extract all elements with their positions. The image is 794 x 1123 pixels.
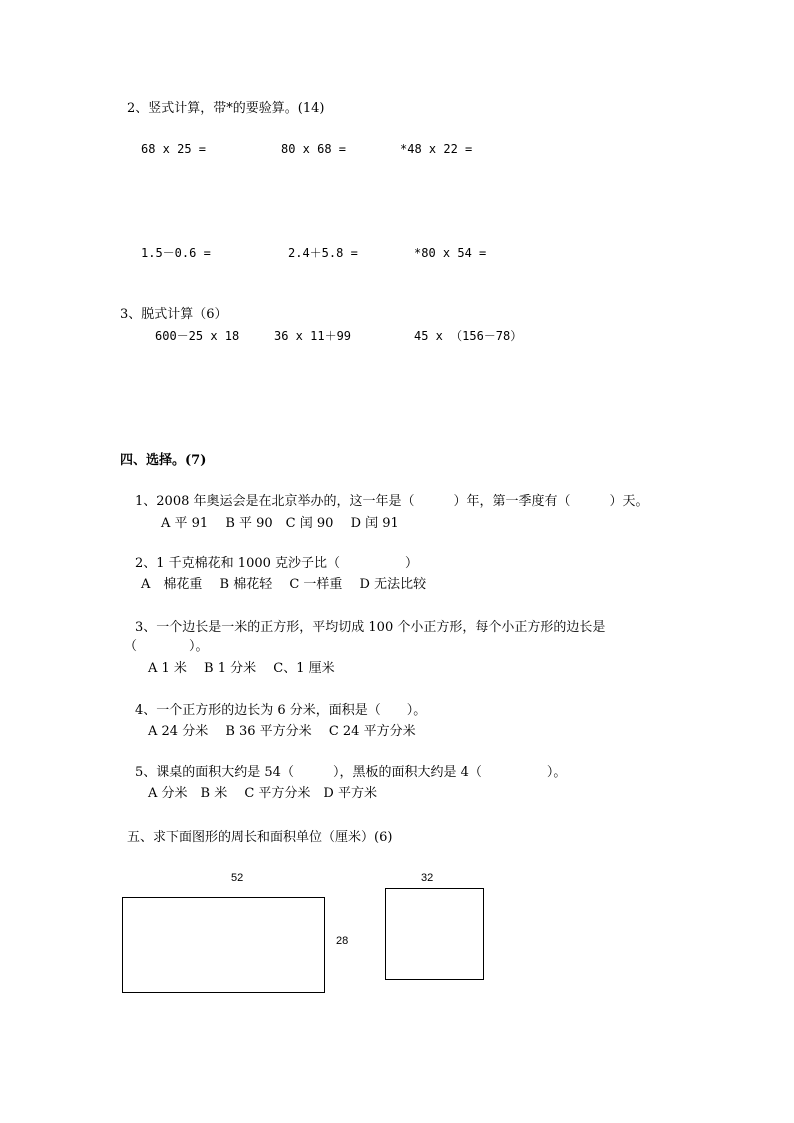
section3-heading: 3、脱式计算（6） bbox=[120, 307, 228, 322]
question-5-options: A 分米 B 米 C 平方分米 D 平方米 bbox=[148, 786, 377, 801]
square-figure bbox=[385, 888, 484, 980]
vertical-calc-3: *48 x 22 = bbox=[400, 142, 473, 156]
question-1-stem: 1、2008 年奥运会是在北京举办的，这一年是（ ）年，第一季度有（ ）天。 bbox=[135, 494, 649, 509]
section2-heading: 2、竖式计算，带*的要验算。(14) bbox=[127, 101, 325, 116]
question-3-options: A 1 米 B 1 分米 C、1 厘米 bbox=[148, 661, 335, 676]
question-4-stem: 4、一个正方形的边长为 6 分米，面积是（ ）。 bbox=[135, 703, 427, 718]
vertical-calc-2: 80 x 68 = bbox=[281, 142, 347, 156]
question-4-options: A 24 分米 B 36 平方分米 C 24 平方分米 bbox=[148, 724, 416, 739]
stepwise-calc-2: 36 x 11＋99 bbox=[274, 329, 352, 343]
section5-heading: 五、求下面图形的周长和面积单位（厘米）(6) bbox=[127, 830, 393, 845]
vertical-calc-5: 2.4＋5.8 = bbox=[288, 246, 358, 260]
question-2-options: A 棉花重 B 棉花轻 C 一样重 D 无法比较 bbox=[141, 577, 427, 592]
stepwise-calc-1: 600－25 x 18 bbox=[155, 329, 240, 343]
vertical-calc-6: *80 x 54 = bbox=[414, 246, 487, 260]
question-1-options: A 平 91 B 平 90 C 闰 90 D 闰 91 bbox=[161, 516, 399, 531]
question-3-stem: 3、一个边长是一米的正方形，平均切成 100 个小正方形，每个小正方形的边长是 bbox=[135, 620, 606, 635]
question-5-stem: 5、课桌的面积大约是 54（ ），黑板的面积大约是 4（ ）。 bbox=[135, 765, 567, 780]
question-3-stem-cont: （ ）。 bbox=[124, 639, 209, 654]
stepwise-calc-3: 45 x （156－78） bbox=[414, 329, 523, 343]
section4-heading: 四、选择。(7) bbox=[120, 453, 207, 468]
vertical-calc-1: 68 x 25 = bbox=[141, 142, 207, 156]
rectangle-width-label: 52 bbox=[231, 872, 244, 884]
question-2-stem: 2、1 千克棉花和 1000 克沙子比（ ） bbox=[135, 556, 419, 571]
rectangle-figure bbox=[122, 897, 325, 993]
square-side-label: 32 bbox=[421, 872, 434, 884]
vertical-calc-4: 1.5－0.6 = bbox=[141, 246, 211, 260]
rectangle-height-label: 28 bbox=[336, 935, 349, 947]
